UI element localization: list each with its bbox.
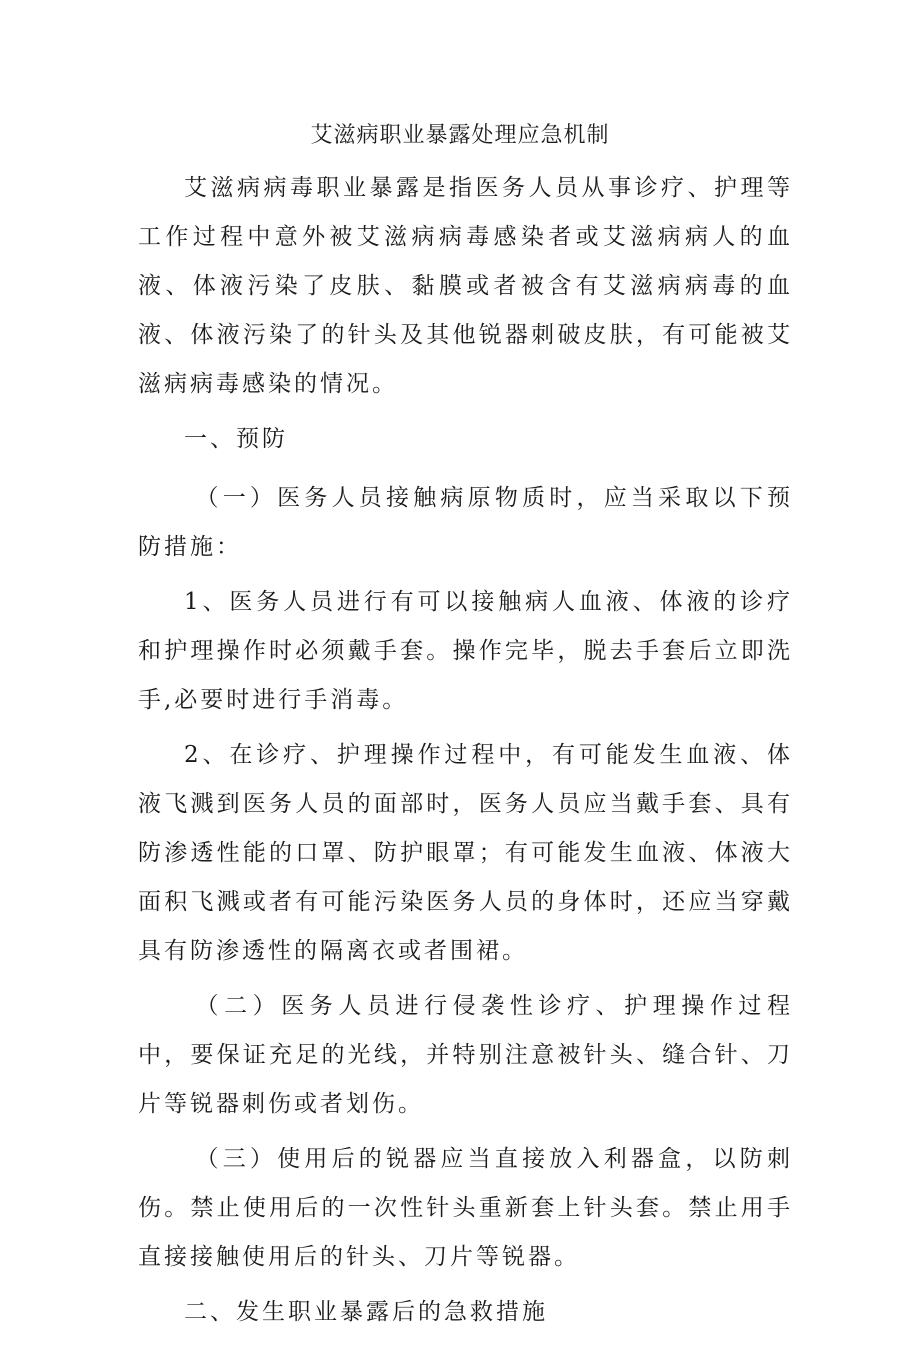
paragraph-item-1: 1、医务人员进行有可以接触病人血液、体液的诊疗和护理操作时必须戴手套。操作完毕，脱去手套后立即洗手,必要时进行手消毒。: [138, 589, 793, 713]
paragraph-subsection-2: （二）医务人员进行侵袭性诊疗、护理操作过程中，要保证充足的光线，并特别注意被针头、缝合针、刀片等锐器刺伤或者划伤。: [138, 993, 793, 1117]
paragraph-definition: 艾滋病病毒职业暴露是指医务人员从事诊疗、护理等工作过程中意外被艾滋病病毒感染者或艾滋病病人的血液、体液污染了皮肤、黏膜或者被含有艾滋病病毒的血液、体液污染了的针头及其他锐器刺破皮肤，有可能被艾滋病病毒感染的情况。: [138, 175, 793, 397]
document-body: [138, 164, 793, 1347]
paragraph-subsection-3: （三）使用后的锐器应当直接放入利器盒，以防刺伤。禁止使用后的一次性针头重新套上针头套。禁止用手直接接触使用后的针头、刀片等锐器。: [138, 1146, 793, 1270]
subsection-heading-measures: （一）医务人员接触病原物质时，应当采取以下预防措施：: [138, 485, 793, 560]
document-title: 艾滋病职业暴露处理应急机制: [310, 123, 610, 148]
paragraph-item-2: 2、在诊疗、护理操作过程中，有可能发生血液、体液飞溅到医务人员的面部时，医务人员应当戴手套、具有防渗透性能的口罩、防护眼罩；有可能发生血液、体液大面积飞溅或者有可能污染医务人员的身体时，还应当穿戴具有防渗透性的隔离衣或者围裙。: [138, 742, 793, 964]
section-heading-prevention: 一、预防: [184, 426, 288, 452]
section-heading-first-aid: 二、发生职业暴露后的急救措施: [184, 1299, 548, 1325]
